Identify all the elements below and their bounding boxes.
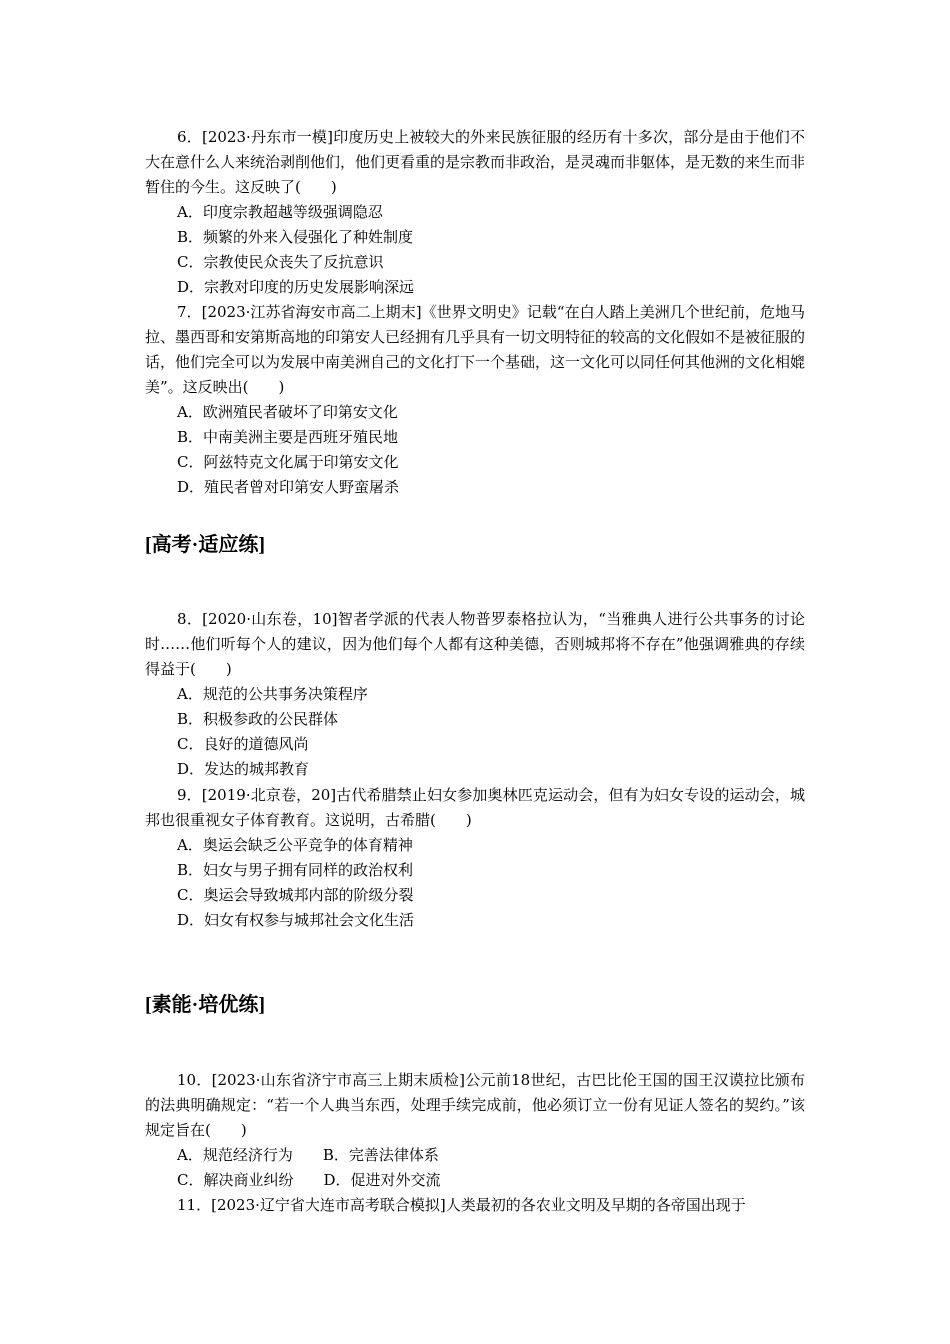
question-9 [145,783,805,933]
option-c: C．宗教使民众丧失了反抗意识 [177,253,384,271]
question-text: 9．[2019·北京卷，20]古代希腊禁止妇女参加奥林匹克运动会，但有为妇女专设的运动会，城邦也很重视女子体育教育。这说明，古希腊( ) [145,786,805,829]
option-c: C．奥运会导致城邦内部的阶级分裂 [177,886,414,904]
section-heading-gaokao: [高考·适应练] [145,534,265,556]
option-a: A．欧洲殖民者破坏了印第安文化 [177,403,398,421]
option-a: A．规范的公共事务决策程序 [177,685,368,703]
question-text: 11．[2023·辽宁省大连市高考联合模拟]人类最初的各农业文明及早期的各帝国出现于 [177,1196,746,1214]
option-b: B．中南美洲主要是西班牙殖民地 [177,428,399,446]
option-b: B．积极参政的公民群体 [177,710,339,728]
option-d: D．殖民者曾对印第安人野蛮屠杀 [177,478,400,496]
question-7 [145,300,805,500]
question-8 [145,607,805,782]
section-heading-suneng: [素能·培优练] [145,994,265,1016]
question-6 [145,125,805,300]
option-row-ab [145,1143,805,1168]
option-d: D．发达的城邦教育 [177,760,310,778]
question-10 [145,1068,805,1193]
option-b: B．频繁的外来入侵强化了种姓制度 [177,228,414,246]
option-c: C．阿兹特克文化属于印第安文化 [177,453,399,471]
option-a: A．奥运会缺乏公平竞争的体育精神 [177,836,413,854]
question-text: 10．[2023·山东省济宁市高三上期末质检]公元前18世纪，古巴比伦王国的国王汉谟拉比颁布的法典明确规定：“若一个人典当东西，处理手续完成前，他必须订立一份有见证人签名的契约。”该规定旨在( ) [145,1071,805,1139]
option-b: B．妇女与男子拥有同样的政治权利 [177,861,414,879]
option-a: A．印度宗教超越等级强调隐忍 [177,203,383,221]
question-text: 8．[2020·山东卷，10]智者学派的代表人物普罗泰格拉认为，“当雅典人进行公共事务的讨论时……他们听每个人的建议，因为他们每个人都有这种美德，否则城邦将不存在”他强调雅典的存续得益于( ) [145,610,805,678]
option-c: C．良好的道德风尚 [177,735,309,753]
question-11 [145,1193,805,1218]
option-d: D．宗教对印度的历史发展影响深远 [177,278,415,296]
option-row-cd [145,1168,805,1193]
option-c: C．解决商业纠纷 [177,1171,294,1189]
option-d: D．促进对外交流 [323,1171,441,1189]
option-b: B．完善法律体系 [322,1146,439,1164]
option-a: A．规范经济行为 [177,1146,293,1164]
question-text: 7．[2023·江苏省海安市高二上期末]《世界文明史》记载“在白人踏上美洲几个世纪前，危地马拉、墨西哥和安第斯高地的印第安人已经拥有几乎具有一切文明特征的较高的文化假如不是被征服的话，他们完全可以为发展中南美洲自己的文化打下一个基础，这一文化可以同任何其他洲的文化相媲美”。这反映出( ) [145,303,806,396]
option-d: D．妇女有权参与城邦社会文化生活 [177,911,415,929]
question-text: 6．[2023·丹东市一模]印度历史上被较大的外来民族征服的经历有十多次，部分是由于他们不大在意什么人来统治剥削他们，他们更看重的是宗教而非政治，是灵魂而非躯体，是无数的来生而非暂住的今生。这反映了( ) [145,128,806,196]
